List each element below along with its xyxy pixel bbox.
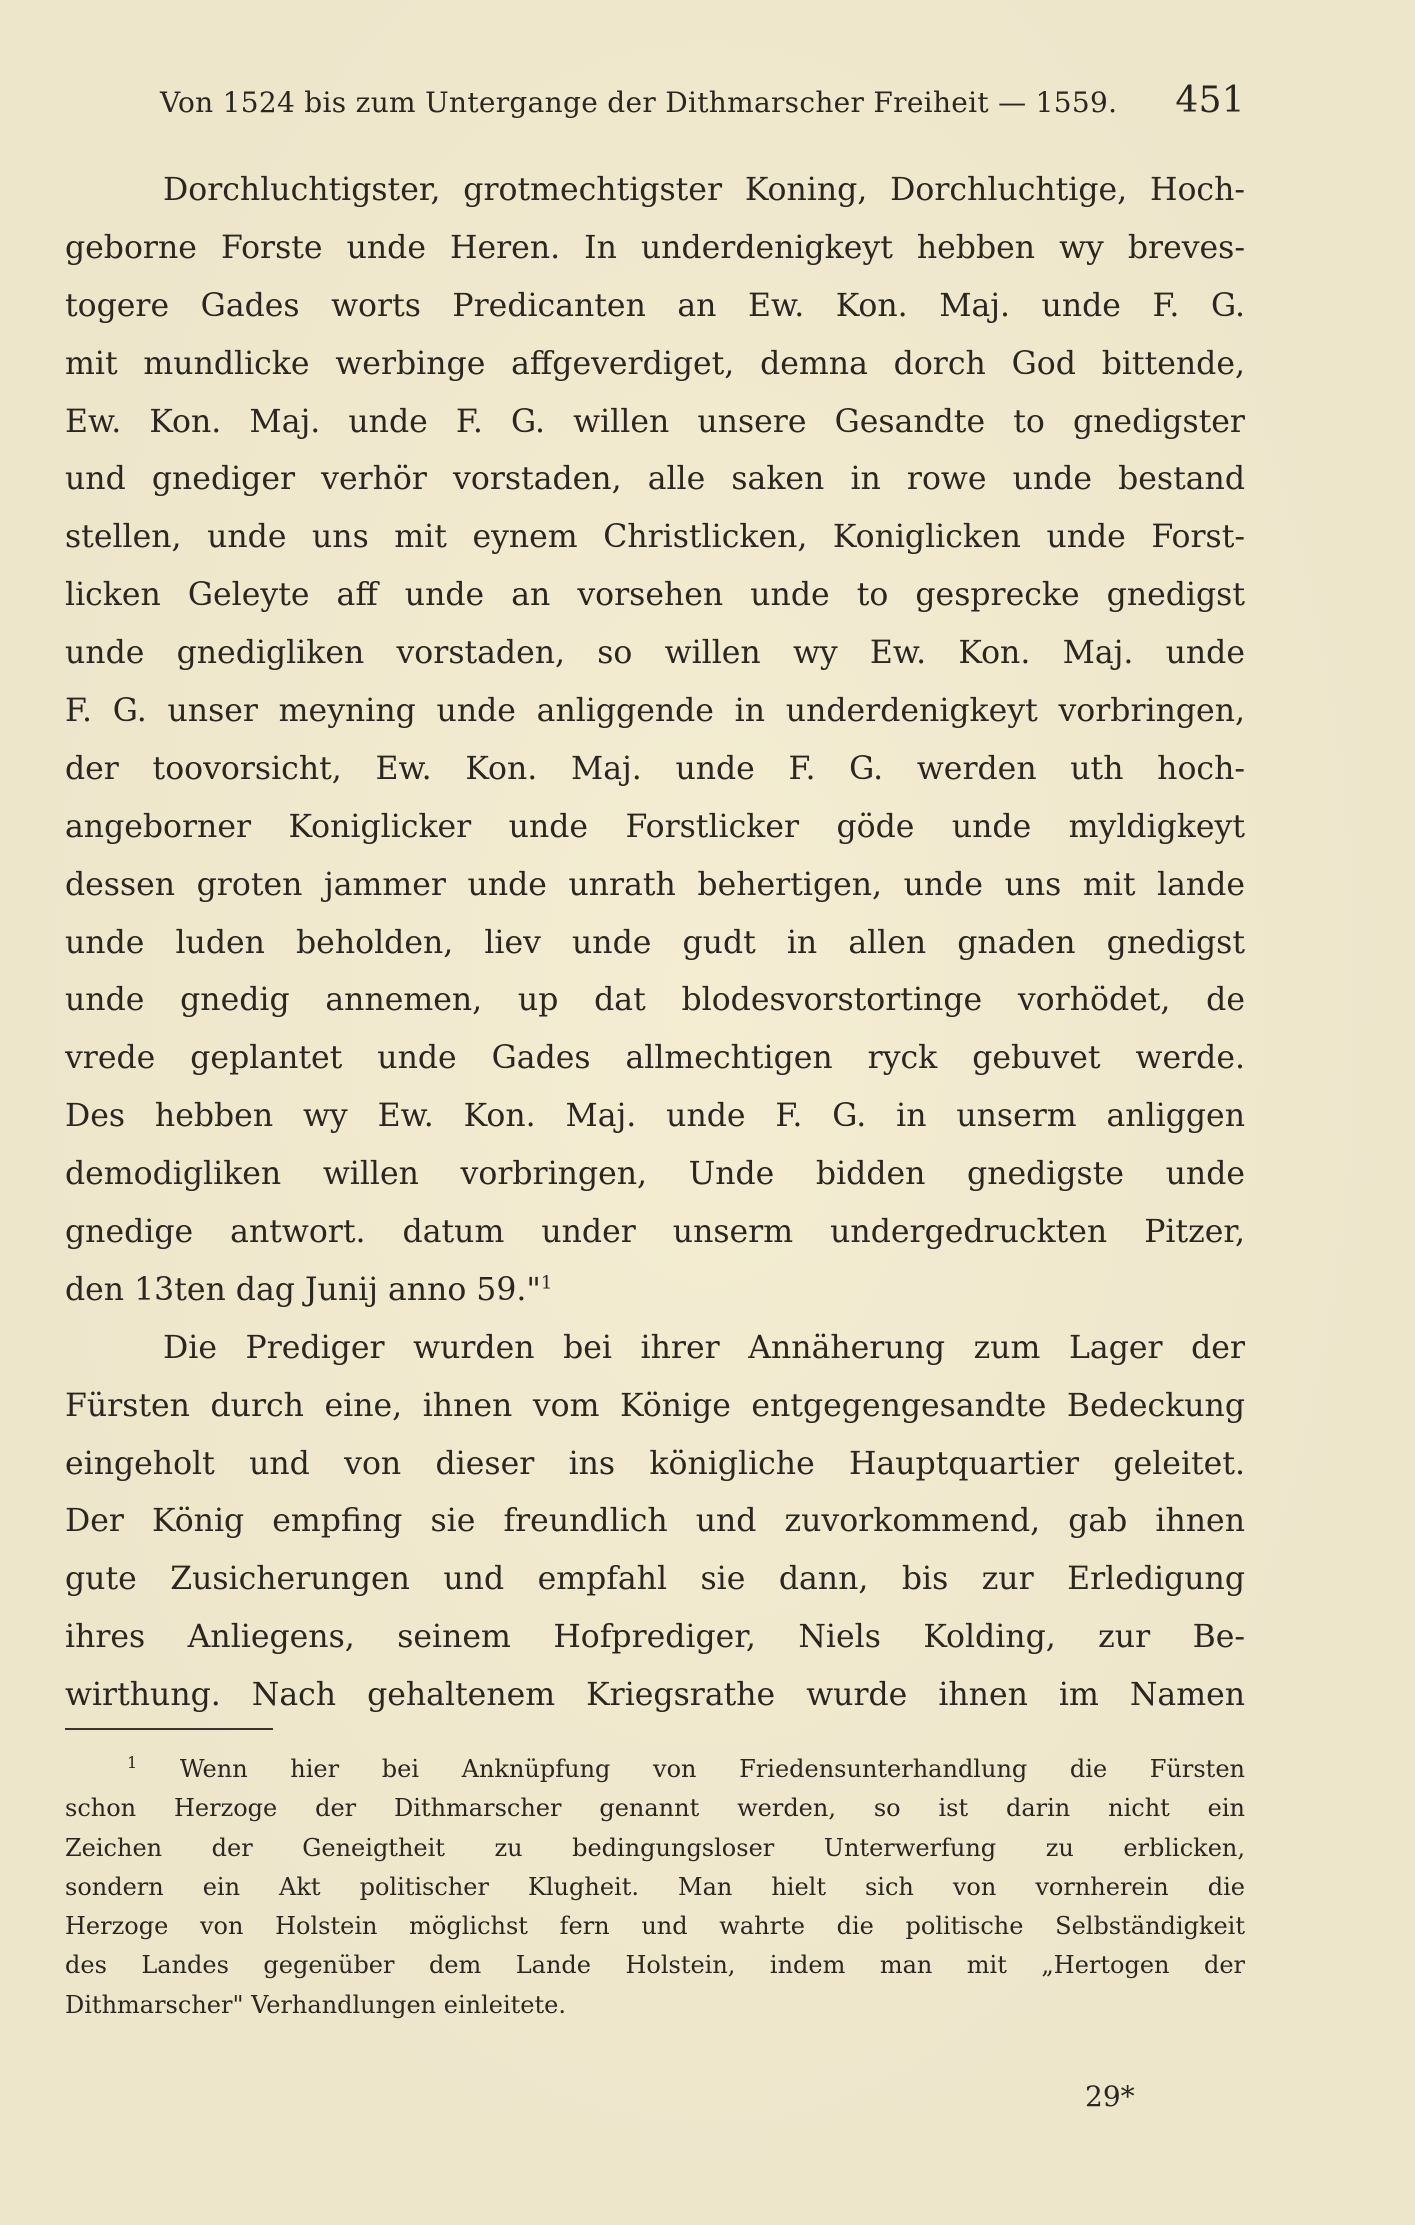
footnote-line: sondern ein Akt politischer Klugheit. Man hielt sich von vornherein die bbox=[65, 1872, 1245, 1901]
text-line: F. G. unser meyning unde anliggende in underdenigkeyt vorbringen, bbox=[65, 693, 1245, 730]
text-line: den 13ten dag Junij anno 59." bbox=[65, 1271, 541, 1308]
text-line: unde gnedigliken vorstaden, so willen wy Ew. Kon. Maj. unde bbox=[65, 635, 1245, 672]
text-line: der toovorsicht, Ew. Kon. Maj. unde F. G. werden uth hoch- bbox=[65, 750, 1245, 787]
text-line: Des hebben wy Ew. Kon. Maj. unde F. G. in unserm anliggen bbox=[65, 1098, 1245, 1135]
text-line: Die Prediger wurden bei ihrer Annäherung zum Lager der bbox=[163, 1329, 1245, 1366]
text-line: Dorchluchtigster, grotmechtigster Koning, Dorchluchtige, Hoch- bbox=[163, 172, 1245, 208]
text-line: gute Zusicherungen und empfahl sie dann, bis zur Erledigung bbox=[65, 1561, 1245, 1598]
main-text bbox=[65, 162, 1245, 1725]
text-line: angeborner Koniglicker unde Forstlicker göde unde myldigkeyt bbox=[65, 808, 1245, 845]
text-line: stellen, unde uns mit eynem Christlicken, Koniglicken unde Forst- bbox=[65, 519, 1245, 556]
text-line: geborne Forste unde Heren. In underdenigkeyt hebben wy breves- bbox=[65, 229, 1245, 266]
text-line: togere Gades worts Predicanten an Ew. Kon. Maj. unde F. G. bbox=[65, 287, 1245, 324]
footnote-divider bbox=[65, 1728, 273, 1730]
printer-signature-mark: 29* bbox=[1085, 2080, 1135, 2113]
running-title: Von 1524 bis zum Untergange der Dithmarscher Freiheit — 1559. bbox=[160, 86, 1118, 119]
text-line: wirthung. Nach gehaltenem Kriegsrathe wurde ihnen im Namen bbox=[65, 1677, 1245, 1714]
text-line: Ew. Kon. Maj. unde F. G. willen unsere Gesandte to gnedigster bbox=[65, 403, 1245, 440]
text-line: mit mundlicke werbinge affgeverdiget, demna dorch God bittende, bbox=[65, 345, 1245, 382]
footnote-line: Dithmarscher" Verhandlungen einleitete. bbox=[65, 1990, 566, 2019]
running-header bbox=[160, 78, 1245, 128]
footnote-line: Zeichen der Geneigtheit zu bedingungsloser Unterwerfung zu erblicken, bbox=[65, 1833, 1245, 1862]
footnote-line: schon Herzoge der Dithmarscher genannt werden, so ist darin nicht ein bbox=[65, 1794, 1245, 1823]
text-line: eingeholt und von dieser ins königliche Hauptquartier geleitet. bbox=[65, 1445, 1245, 1482]
text-line: licken Geleyte aff unde an vorsehen unde to gesprecke gnedigst bbox=[65, 577, 1245, 614]
footnote-marker: 1 bbox=[127, 1753, 138, 1772]
text-line-with-footnote bbox=[65, 1262, 1245, 1320]
text-line: Fürsten durch eine, ihnen vom Könige entgegengesandte Bedeckung bbox=[65, 1387, 1245, 1424]
text-line: unde luden beholden, liev unde gudt in allen gnaden gnedigst bbox=[65, 924, 1245, 961]
text-line: Der König empfing sie freundlich und zuvorkommend, gab ihnen bbox=[65, 1503, 1245, 1540]
footnote-reference[interactable]: 1 bbox=[540, 1272, 553, 1294]
text-line: gnedige antwort. datum under unserm undergedruckten Pitzer, bbox=[65, 1214, 1245, 1251]
text-line: vrede geplantet unde Gades allmechtigen ryck gebuvet werde. bbox=[65, 1040, 1245, 1077]
text-line: demodigliken willen vorbringen, Unde bidden gnedigste unde bbox=[65, 1156, 1245, 1193]
text-line: unde gnedig annemen, up dat blodesvorstortinge vorhödet, de bbox=[65, 982, 1245, 1019]
footnote bbox=[65, 1750, 1245, 2025]
footnote-line: des Landes gegenüber dem Lande Holstein, indem man mit „Hertogen der bbox=[65, 1951, 1245, 1980]
text-line: und gnediger verhör vorstaden, alle saken in rowe unde bestand bbox=[65, 461, 1245, 498]
page-number: 451 bbox=[1175, 80, 1245, 121]
text-line: dessen groten jammer unde unrath behertigen, unde uns mit lande bbox=[65, 866, 1245, 903]
footnote-line: Herzoge von Holstein möglichst fern und wahrte die politische Selbständigkeit bbox=[65, 1912, 1245, 1941]
footnote-line-first bbox=[65, 1750, 1245, 1789]
footnote-text: Wenn hier bei Anknüpfung von Friedensunterhandlung die Fürsten bbox=[179, 1755, 1245, 1783]
text-line: ihres Anliegens, seinem Hofprediger, Niels Kolding, zur Be- bbox=[65, 1619, 1245, 1656]
